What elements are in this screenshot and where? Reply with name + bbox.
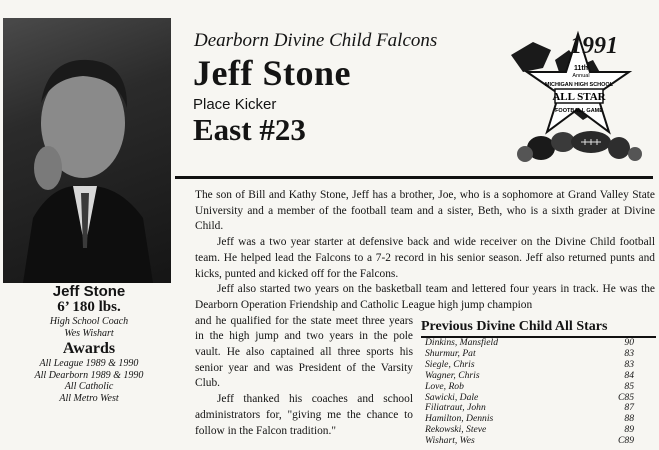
sidebar-player-name: Jeff Stone (52, 283, 126, 300)
bio-paragraph: Jeff thanked his coaches and school administrators for, "giving me the chance to follow in the Falcon tradition." (195, 393, 413, 437)
all-star-name: Hamilton, Dennis (425, 413, 494, 425)
bio-paragraph: The son of Bill and Kathy Stone, Jeff has a brother, Joe, who is a sophomore at Grand Valley State University and a member of the football team and a sister, Beth, who is a sixth grader at Divine Child. (195, 189, 655, 233)
bio-paragraph-track (195, 282, 655, 313)
all-star-name: Wagner, Chris (425, 369, 480, 381)
all-star-year: 90 (624, 337, 634, 348)
award-item: All League 1989 & 1990 (39, 358, 139, 369)
all-star-name: Love, Rob (425, 380, 464, 392)
player-photo (3, 18, 171, 283)
all-star-name: Rekowski, Steve (425, 424, 487, 436)
player-position: Place Kicker (193, 96, 277, 113)
logo-line1: MICHIGAN HIGH SCHOOL (544, 82, 614, 88)
logo-annual: Annual (572, 73, 590, 79)
award-item: All Catholic (64, 381, 114, 392)
awards-title: Awards (62, 340, 116, 357)
school-name: Dearborn Divine Child Falcons (194, 30, 438, 51)
header-divider (175, 176, 653, 179)
all-star-year: C85 (618, 391, 634, 403)
player-sidebar (5, 283, 173, 404)
award-item: All Dearborn 1989 & 1990 (34, 369, 144, 381)
bio-paragraph-track-continued: and he qualified for the state meet three years in the high jump and two years in the pole vault. He also captained all three sports his senior year and was President of the Varsity Club. (195, 314, 413, 390)
all-star-year: 84 (624, 369, 634, 381)
award-item: All Metro West (59, 392, 119, 404)
all-stars-title: Previous Divine Child All Stars (421, 319, 656, 338)
all-star-name: Wishart, Wes (425, 435, 475, 447)
previous-all-stars-table (421, 319, 656, 447)
all-star-year: 88 (624, 413, 634, 425)
all-star-name: Filiatraut, John (425, 402, 486, 414)
all-star-year: 87 (624, 402, 634, 414)
all-star-year: 83 (624, 358, 634, 370)
all-star-name: Sawicki, Dale (425, 391, 479, 403)
all-star-name: Dinkins, Mansfield (425, 337, 499, 348)
sidebar-player-stats: 6’ 180 lbs. (57, 299, 121, 315)
all-star-year: 85 (624, 380, 634, 392)
bio-track-text: Jeff also started two years on the basketball team and lettered four years in track. He was the Dearborn Operation Friendship and Catholic League high jump champion (195, 283, 655, 311)
all-star-year: C89 (618, 435, 634, 447)
all-star-name: Siegle, Chris (425, 358, 475, 370)
table-row (421, 382, 656, 393)
all-star-year: 83 (624, 347, 634, 359)
table-row (421, 436, 656, 447)
team-number: East #23 (193, 112, 306, 147)
logo-line3: FOOTBALL GAME (555, 108, 603, 114)
coach-label: High School Coach (49, 316, 129, 327)
player-portrait (3, 18, 171, 283)
all-star-year: 89 (624, 424, 634, 436)
all-star-name: Shurmur, Pat (425, 347, 476, 359)
logo-line2: ALL STAR (552, 91, 606, 103)
coach-name: Wes Wishart (64, 327, 114, 339)
player-name: Jeff Stone (193, 53, 351, 93)
bio-paragraph: Jeff was a two year starter at defensive back and wide receiver on the Divine Child football team. He helped lead the Falcons to a 7-2 record in his senior season. Jeff also returned punts and kicks, punted and kicked off for the Falcons. (195, 236, 655, 280)
table-row (421, 371, 656, 382)
logo-year: 1991 (570, 33, 618, 59)
logo-edition: 11th (573, 65, 589, 72)
